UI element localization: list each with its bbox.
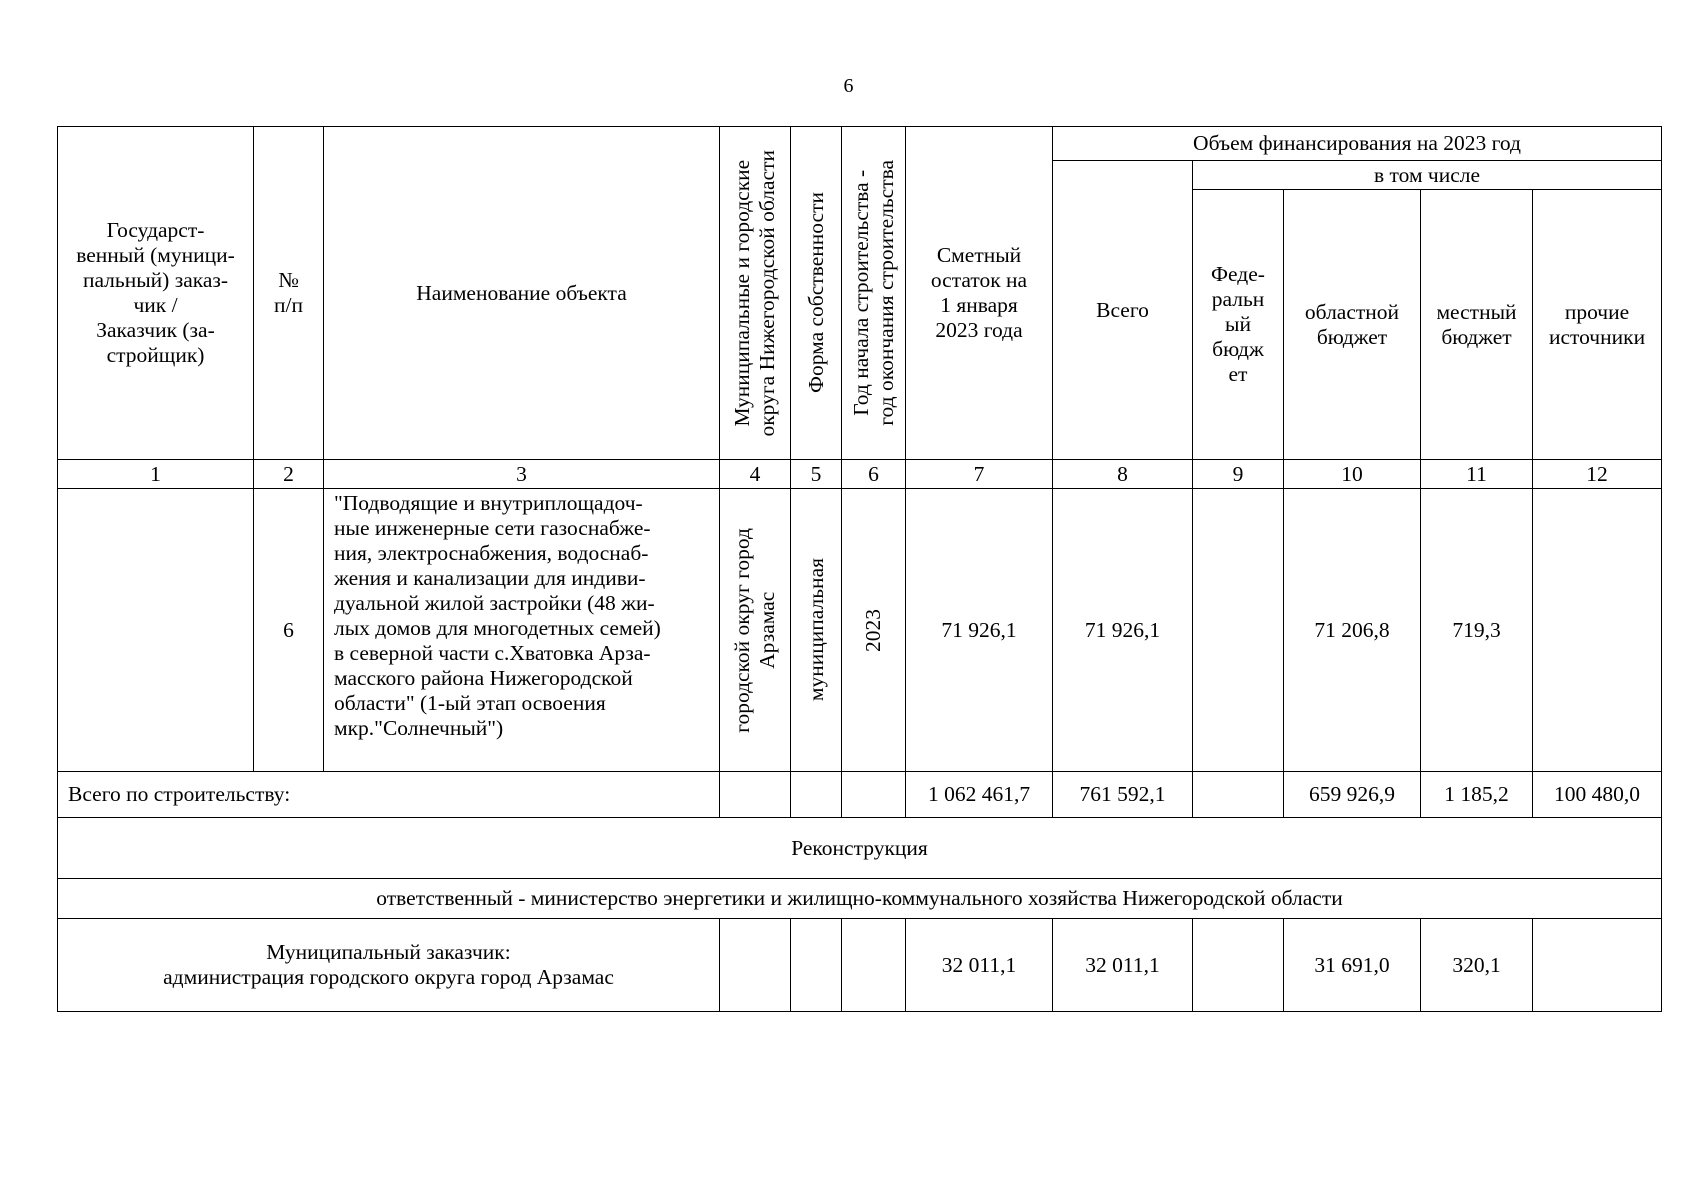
section-reconstruction: Реконструкция (58, 818, 1662, 879)
column-number: 1 (58, 460, 254, 489)
column-number: 12 (1533, 460, 1662, 489)
page-number: 6 (843, 75, 854, 97)
header-other: прочие источники (1533, 190, 1662, 460)
object-total: 71 926,1 (1053, 489, 1193, 772)
table-row-responsible (58, 879, 1662, 919)
total-ownership (791, 772, 842, 818)
table-row-total (58, 772, 1662, 818)
total-years (842, 772, 906, 818)
header-ownership-text: Форма собственности (803, 192, 828, 394)
header-years-text: Год начала строительства - год окончания строительства (848, 160, 898, 426)
customer-local: 320,1 (1421, 919, 1533, 1012)
object-local: 719,3 (1421, 489, 1533, 772)
header-local: местный бюджет (1421, 190, 1533, 460)
customer-regional: 31 691,0 (1284, 919, 1421, 1012)
column-number: 7 (906, 460, 1053, 489)
column-number: 10 (1284, 460, 1421, 489)
header-years (842, 127, 906, 460)
column-number: 2 (254, 460, 324, 489)
object-years (842, 489, 906, 772)
object-num: 6 (254, 489, 324, 772)
header-federal: Феде- ральн ый бюдж ет (1193, 190, 1284, 460)
total-regional: 659 926,9 (1284, 772, 1421, 818)
customer-years (842, 919, 906, 1012)
column-number: 3 (324, 460, 720, 489)
customer-label: Муниципальный заказчик: администрация городского округа город Арзамас (58, 919, 720, 1012)
customer-municipal (720, 919, 791, 1012)
object-ownership-text: муниципальная (803, 558, 828, 702)
total-local: 1 185,2 (1421, 772, 1533, 818)
column-number: 11 (1421, 460, 1533, 489)
total-other: 100 480,0 (1533, 772, 1662, 818)
total-total: 761 592,1 (1053, 772, 1193, 818)
header-num: № п/п (254, 127, 324, 460)
object-municipal (720, 489, 791, 772)
object-ownership (791, 489, 842, 772)
total-label: Всего по строительству: (58, 772, 720, 818)
column-number: 8 (1053, 460, 1193, 489)
customer-estimate: 32 011,1 (906, 919, 1053, 1012)
column-number: 5 (791, 460, 842, 489)
header-total: Всего (1053, 161, 1193, 460)
object-years-text: 2023 (861, 608, 885, 652)
total-federal (1193, 772, 1284, 818)
header-estimate: Сметный остаток на 1 января 2023 года (906, 127, 1053, 460)
header-object-name: Наименование объекта (324, 127, 720, 460)
header-customer: Государст- венный (муници- пальный) заказ- чик / Заказчик (за- стройщик) (58, 127, 254, 460)
column-numbers-row (58, 460, 1662, 489)
object-regional: 71 206,8 (1284, 489, 1421, 772)
column-number: 9 (1193, 460, 1284, 489)
object-municipal-text: городской округ город Арзамас (730, 527, 779, 733)
customer-other (1533, 919, 1662, 1012)
object-estimate: 71 926,1 (906, 489, 1053, 772)
object-federal (1193, 489, 1284, 772)
table-row-object (58, 489, 1662, 772)
header-regional: областной бюджет (1284, 190, 1421, 460)
customer-ownership (791, 919, 842, 1012)
table-row-section (58, 818, 1662, 879)
header-municipal-text: Муниципальные и городские округа Нижегородской области (730, 149, 779, 437)
column-number: 4 (720, 460, 791, 489)
column-number: 6 (842, 460, 906, 489)
header-financing-title: Объем финансирования на 2023 год (1053, 127, 1662, 161)
table-row-customer (58, 919, 1662, 1012)
object-customer-cell (58, 489, 254, 772)
financing-table (57, 126, 1662, 1012)
header-including: в том числе (1193, 161, 1662, 190)
customer-federal (1193, 919, 1284, 1012)
header-municipal (720, 127, 791, 460)
responsible-line: ответственный - министерство энергетики и жилищно-коммунального хозяйства Нижегородской области (58, 879, 1662, 919)
header-ownership (791, 127, 842, 460)
object-name: "Подводящие и внутриплощадоч- ные инженерные сети газоснабже- ния, электроснабжения, водоснаб- жения и канализации для индиви- дуальной жилой застройки (48 жи- лых домов для многодетных семей) в северной части с.Хватовка Арза- масского района Нижегородской области" (1-ый этап освоения мкр."Солнечный") (324, 489, 720, 772)
customer-total: 32 011,1 (1053, 919, 1193, 1012)
total-municipal (720, 772, 791, 818)
total-estimate: 1 062 461,7 (906, 772, 1053, 818)
object-other (1533, 489, 1662, 772)
